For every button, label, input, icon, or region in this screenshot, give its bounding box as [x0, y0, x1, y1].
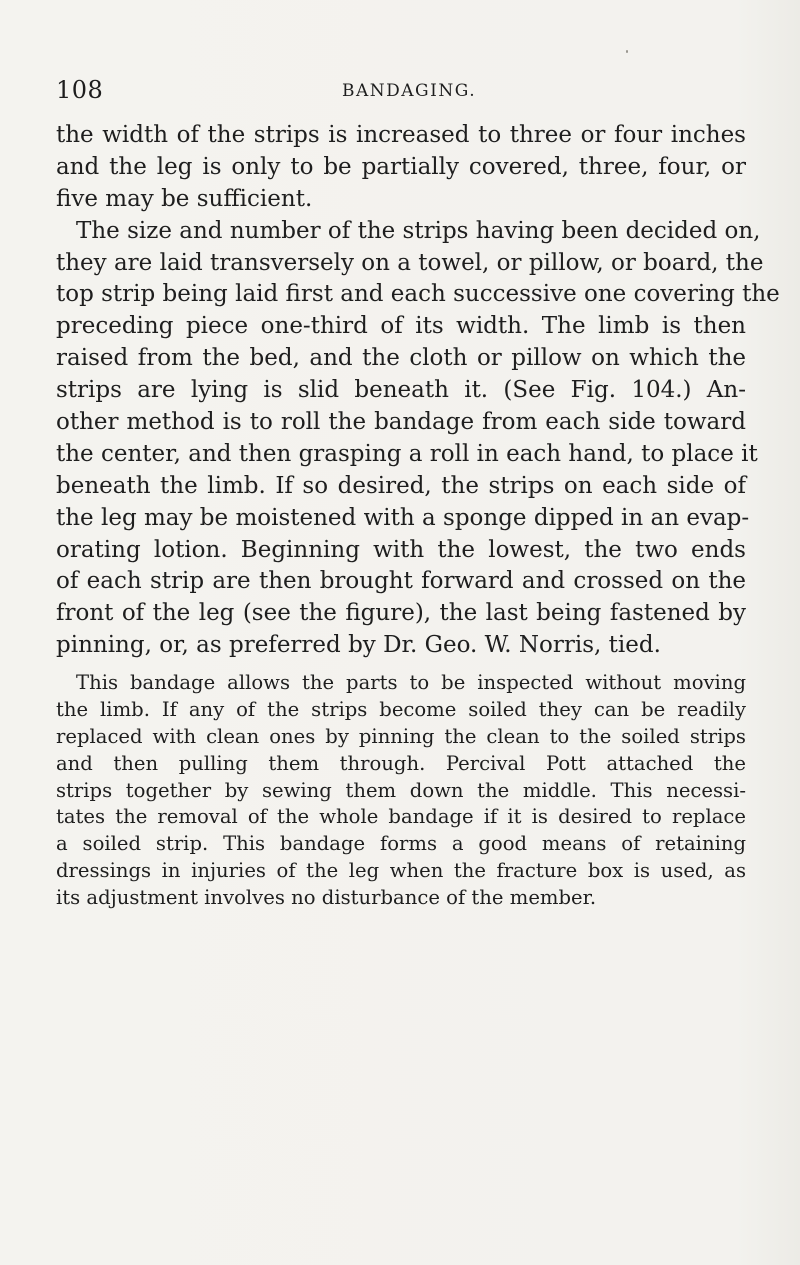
paragraph-strips-arrangement	[56, 120, 780, 662]
text-line: strips are lying is slid beneath it. (See Fig. 104.) An-	[56, 377, 746, 404]
text-line: a soiled strip. This bandage forms a good means of retaining	[56, 832, 746, 856]
text-line: replaced with clean ones by pinning the clean to the soiled strips	[56, 724, 746, 748]
text-line: raised from the bed, and the cloth or pillow on which the	[56, 345, 746, 372]
text-line: front of the leg (see the figure), the last being fastened by	[56, 600, 746, 627]
text-line: beneath the limb. If so desired, the strips on each side of	[56, 472, 746, 499]
text-line: The size and number of the strips having been decided on,	[76, 217, 761, 244]
text-line: This bandage allows the parts to be inspected without moving	[76, 671, 746, 694]
text-line: orating lotion. Beginning with the lowest, the two ends	[56, 536, 746, 563]
text-line: and then pulling them through. Percival Pott attached the	[56, 751, 746, 775]
text-line: and the leg is only to be partially covered, three, four, or	[56, 153, 746, 180]
print-speck	[626, 50, 628, 53]
page-number: 108	[56, 76, 104, 104]
text-line: the limb. If any of the strips become soiled they can be readily	[56, 697, 746, 721]
text-line: tates the removal of the whole bandage if it is desired to replace	[56, 805, 746, 829]
text-line: dressings in injuries of the leg when the fracture box is used, as	[56, 859, 746, 883]
text-line: of each strip are then brought forward and crossed on the	[56, 568, 746, 595]
text-line: they are laid transversely on a towel, or pillow, or board, the	[56, 249, 764, 276]
running-head: BANDAGING.	[342, 81, 477, 101]
text-line: strips together by sewing them down the middle. This necessi-	[56, 778, 746, 802]
text-line: its adjustment involves no disturbance of the member.	[56, 886, 597, 910]
text-line: pinning, or, as preferred by Dr. Geo. W. Norris, tied.	[56, 632, 661, 659]
text-line: the center, and then grasping a roll in each hand, to place it	[56, 440, 758, 467]
text-line: the width of the strips is increased to three or four inches	[56, 122, 746, 148]
text-line: preceding piece one-third of its width. The limb is then	[56, 313, 746, 340]
text-line: five may be sufficient.	[56, 185, 313, 212]
text-line: top strip being laid first and each successive one covering the	[56, 281, 780, 308]
text-line: the leg may be moistened with a sponge dipped in an evap-	[56, 504, 750, 531]
text-line: other method is to roll the bandage from each side toward	[56, 409, 746, 436]
page-header	[56, 76, 748, 106]
paragraph-bandage-inspection	[56, 670, 746, 912]
